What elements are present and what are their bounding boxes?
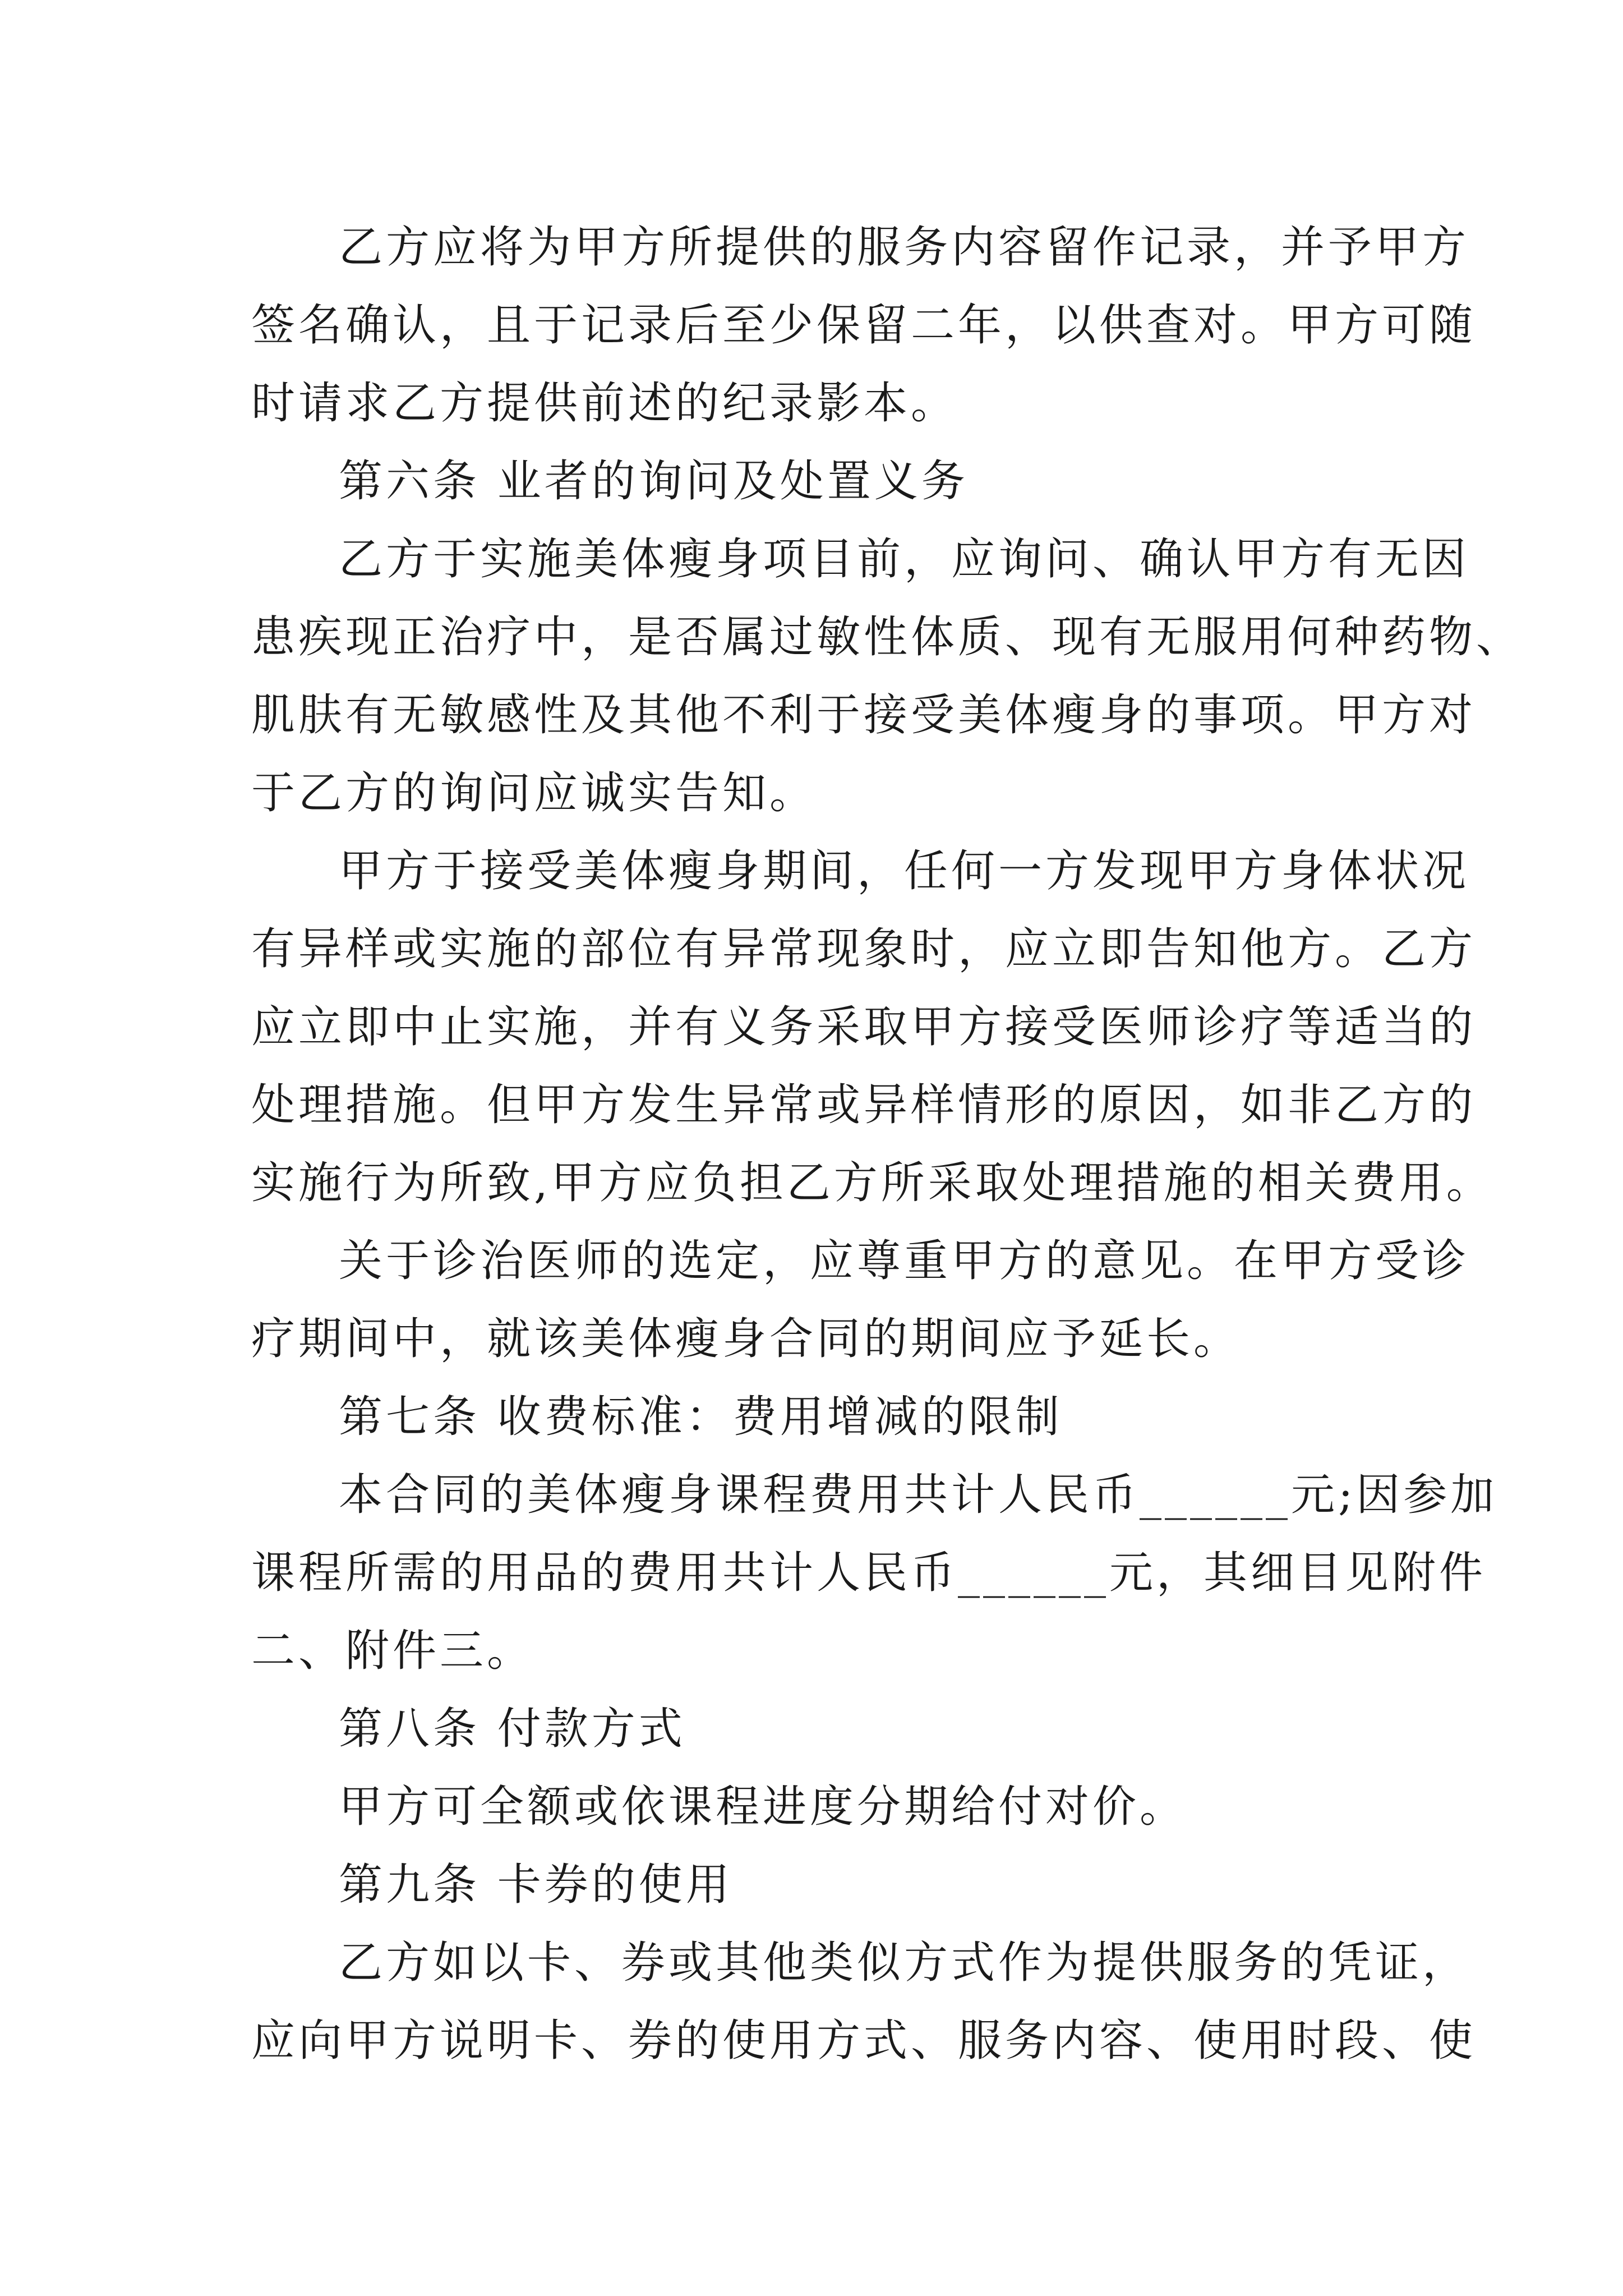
paragraph-line: 时请求乙方提供前述的纪录影本。 <box>251 378 958 429</box>
paragraph-line: 处理措施。但甲方发生异常或异样情形的原因，如非乙方的 <box>251 1080 1477 1130</box>
paragraph-line: 应立即中止实施，并有义务采取甲方接受医师诊疗等适当的 <box>251 1002 1477 1052</box>
paragraph-line: 乙方如以卡、券或其他类似方式作为提供服务的凭证， <box>339 1938 1470 1988</box>
paragraph-line: 签名确认，且于记录后至少保留二年，以供查对。甲方可随 <box>251 300 1477 351</box>
paragraph-line: 肌肤有无敏感性及其他不利于接受美体瘦身的事项。甲方对 <box>251 690 1477 740</box>
paragraph-line: 疗期间中，就该美体瘦身合同的期间应予延长。 <box>251 1314 1241 1364</box>
article-heading: 第七条 收费标准：费用增减的限制 <box>339 1392 1063 1442</box>
paragraph-line: 甲方于接受美体瘦身期间，任何一方发现甲方身体状况 <box>339 846 1470 896</box>
paragraph-line: 应向甲方说明卡、券的使用方式、服务内容、使用时段、使 <box>251 2016 1477 2066</box>
article-heading: 第八条 付款方式 <box>339 1704 686 1754</box>
paragraph-line: 课程所需的用品的费用共计人民币______元，其细目见附件 <box>251 1548 1487 1598</box>
article-heading: 第九条 卡券的使用 <box>339 1860 733 1910</box>
paragraph-line: 实施行为所致,甲方应负担乙方所采取处理措施的相关费用。 <box>251 1158 1493 1208</box>
paragraph-line: 于乙方的询问应诚实告知。 <box>251 768 817 818</box>
article-heading: 第六条 业者的询问及处置义务 <box>339 456 969 507</box>
paragraph-line: 甲方可全额或依课程进度分期给付对价。 <box>339 1782 1187 1832</box>
paragraph-line: 有异样或实施的部位有异常现象时，应立即告知他方。乙方 <box>251 924 1477 974</box>
paragraph-line: 本合同的美体瘦身课程费用共计人民币______元;因参加 <box>339 1470 1498 1520</box>
paragraph-line: 二、附件三。 <box>251 1626 534 1676</box>
document-body <box>251 209 1524 2080</box>
paragraph-line: 患疾现正治疗中，是否属过敏性体质、现有无服用何种药物、 <box>251 612 1524 662</box>
paragraph-line: 关于诊治医师的选定，应尊重甲方的意见。在甲方受诊 <box>339 1236 1470 1286</box>
paragraph-line: 乙方于实施美体瘦身项目前，应询问、确认甲方有无因 <box>339 534 1470 585</box>
paragraph-line: 乙方应将为甲方所提供的服务内容留作记录，并予甲方 <box>339 222 1470 273</box>
